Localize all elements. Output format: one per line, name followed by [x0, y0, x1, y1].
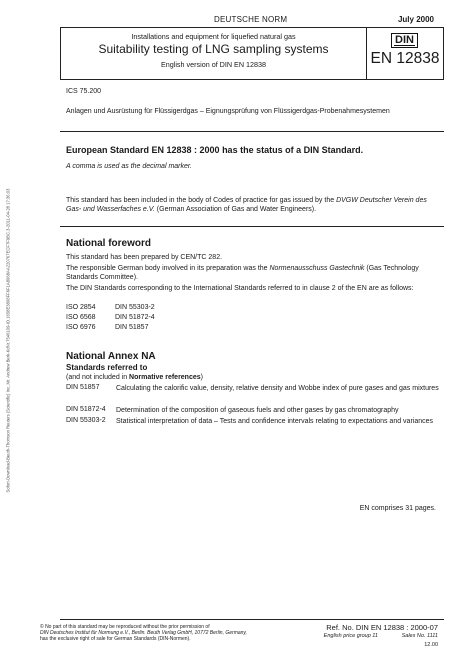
english-version-label: English version of DIN EN 12838 — [160, 60, 267, 69]
din-code: DIN 55303-2 — [115, 304, 155, 311]
reference-title: Determination of the composition of gaseous fuels and other gases by gas chromatography — [116, 407, 399, 414]
national-annex-heading: National Annex NA — [66, 351, 156, 362]
page-count-note: EN comprises 31 pages. — [359, 505, 436, 512]
iso-code: ISO 6976 — [66, 324, 96, 331]
foreword-paragraph-3: The DIN Standards corresponding to the International Standards referred to in clause 2 of the EN are as follows: — [66, 285, 414, 292]
footer-divider — [60, 619, 444, 620]
title-box — [60, 27, 444, 80]
copyright-line-3: has the exclusive right of sale for German Standards (DIN-Normen). — [40, 636, 191, 642]
copyright-line-2: DIN Deutsches Institut für Normung e.V., Berlin. Beuth Verlag GmbH, 10772 Berlin, Germany, — [40, 630, 247, 636]
reference-code: DIN 51857 — [66, 384, 100, 391]
annex-note-b: ) — [200, 374, 203, 381]
codes-of-practice-paragraph — [66, 196, 442, 214]
codes-text-a: This standard has been included in the body of Codes of practice for gas issued by the — [66, 197, 337, 204]
annex-note — [66, 373, 442, 382]
reference-number: Ref. No. DIN EN 12838 : 2000-07 — [326, 623, 438, 632]
din-logo: DIN — [391, 33, 418, 48]
reference-title: Calculating the calorific value, density, relative density and Wobbe index of pure gases and gas mixtures — [116, 385, 439, 392]
title-block — [61, 28, 367, 79]
issue-date: July 2000 — [397, 15, 434, 24]
reference-code: DIN 51872-4 — [66, 406, 106, 413]
deutsche-norm-label: DEUTSCHE NORM — [214, 15, 288, 24]
reference-title: Statistical interpretation of data – Tests and confidence intervals relating to expectations and variances — [116, 418, 434, 425]
responsible-body-name: Normenausschuss Gastechnik — [269, 265, 365, 272]
foreword-p2-text-b: (Gas Technology Standards Committee). — [66, 265, 419, 282]
copyright-notice — [40, 624, 318, 642]
title-subtitle: Installations and equipment for liquefied natural gas — [131, 32, 296, 41]
price-group: English price group 11 — [323, 633, 378, 639]
annex-note-a: (and not included in — [66, 374, 130, 381]
din-code: DIN 51872-4 — [115, 314, 155, 321]
din-code: DIN 51857 — [115, 324, 149, 331]
codes-text-b: (German Association of Gas and Water Engineers). — [154, 206, 317, 214]
ics-code: ICS 75.200 — [66, 88, 102, 95]
decimal-marker-note: A comma is used as the decimal marker. — [66, 163, 192, 170]
codes-association-name: DVGW Deutscher Verein des Gas- und Wasserfaches e.V. — [66, 197, 427, 214]
copyright-line-1: © No part of this standard may be reproduced without the prior permission of — [40, 624, 210, 630]
standards-referred-heading: Standards referred to — [66, 363, 148, 372]
download-watermark: Sofort-Download-Beuth-Thomson Reuters (Scientific) Inc.,Mr. Andrew Berk-KdNr.7546109-ID.1658E3808FF6F1A8068AA220767ECF7F9BC.3-2011-04-28 17:36:03 — [5, 188, 11, 492]
foreword-paragraph-2 — [66, 264, 442, 282]
document-title: Suitability testing of LNG sampling systems — [98, 42, 329, 56]
reference-code: DIN 55303-2 — [66, 417, 106, 424]
european-standard-status: European Standard EN 12838 : 2000 has the status of a DIN Standard. — [66, 145, 364, 155]
foreword-p2-text-a: The responsible German body involved in its preparation was the — [66, 265, 270, 272]
divider — [60, 131, 444, 132]
foreword-paragraph-1: This standard has been prepared by CEN/TC 282. — [66, 254, 223, 261]
normative-references-label: Normative references — [129, 374, 201, 381]
iso-code: ISO 6568 — [66, 314, 96, 321]
edition-code: 12.00 — [424, 642, 438, 648]
din-block — [367, 28, 443, 79]
german-title: Anlagen und Ausrüstung für Flüssigerdgas – Eignungsprüfung von Flüssigerdgas-Probenahmesystemen — [66, 108, 390, 115]
divider — [60, 226, 444, 227]
national-foreword-heading: National foreword — [66, 238, 152, 249]
iso-code: ISO 2854 — [66, 304, 96, 311]
side-margin-text — [3, 60, 13, 620]
sales-number: Sales No. 1111 — [401, 633, 438, 639]
standard-number: EN 12838 — [370, 50, 440, 67]
